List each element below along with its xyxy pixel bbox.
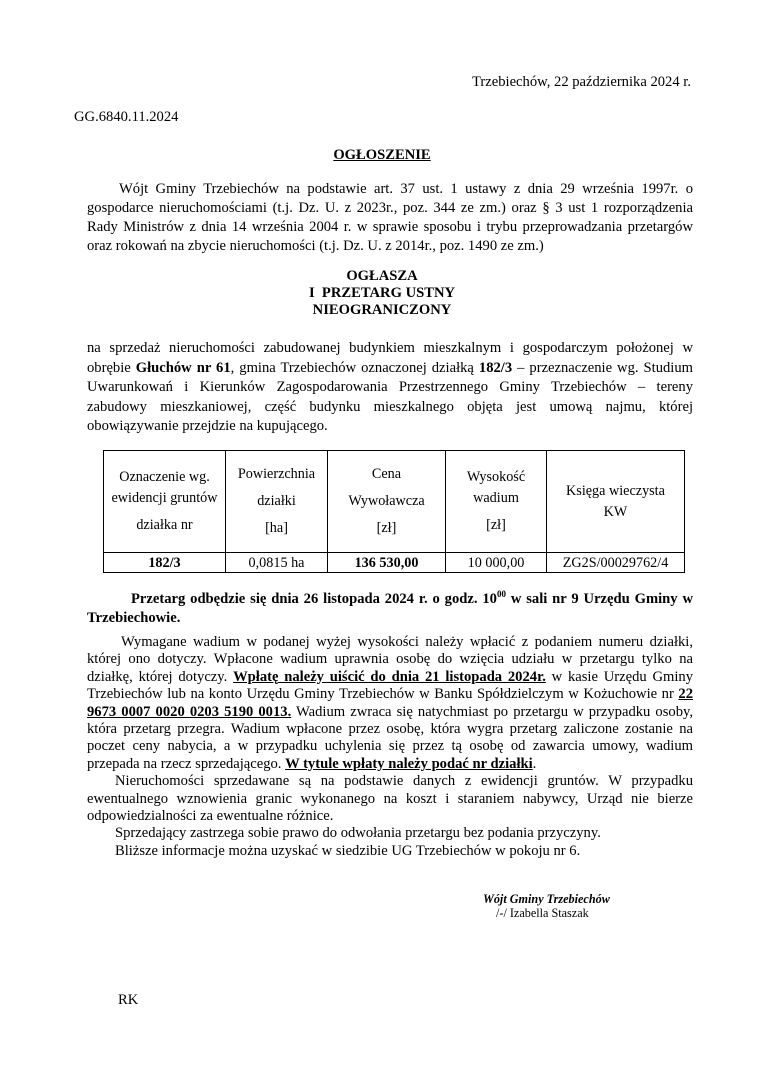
header-cell-line: Wysokość	[466, 469, 526, 485]
payment-title-note: W tytule wpłaty należy podać nr działki	[285, 755, 533, 772]
deposit-text-3: Wadium zwraca się natychmiast po przetargu w przypadku osoby, która przetarg przegra. Wadium wpłacone przez osobę, która wygra przetarg zaliczone zostanie na poczet ceny nabycia, a w przypadku uchylenia się przez tą osobę od zawarcia umowy, wadium przepada na rzecz sprzedającego.	[87, 703, 693, 772]
description-text-3: – przeznaczenie wg. Studium Uwarunkowań i Kierunków Zagospodarowania Przestrzennego Gminy Trzebiechów – tereny zabudowy mieszkaniowej, część budynku mieszkalnego objęta jest umową najmu, której obowiązywanie przejdzie na kupującego.	[87, 359, 693, 434]
header-cell-line: Księga wieczysta	[566, 482, 665, 499]
header-cell-line: Cena	[371, 466, 402, 482]
auction-location: w sali nr 9 Urzędu Gminy w Trzebiechowie.	[87, 591, 693, 626]
document-title: OGŁOSZENIE	[333, 147, 431, 163]
header-land-register	[547, 451, 685, 553]
header-cell-line: działka nr	[136, 517, 193, 533]
auction-time-minutes: 00	[496, 589, 506, 600]
announcement-line-3: NIEOGRANICZONY	[312, 302, 452, 318]
signature-name: /-/ Izabella Staszak	[496, 906, 589, 920]
plot-number: 182/3	[478, 359, 513, 376]
intro-paragraph	[87, 180, 693, 256]
table-header-row	[104, 451, 685, 553]
intro-text: Wójt Gminy Trzebiechów na podstawie art. 37 ust. 1 ustawy z dnia 29 września 1997r. o gospodarce nieruchomościami (t.j. Dz. U. z 2023r., poz. 344 ze zm.) oraz § 3 ust 1 rozporządzenia Rady Ministrów z dnia 14 września 2004 r. w sprawie sposobu i trybu przeprowadzania przetargów oraz rokowań na zbycie nieruchomości (t.j. Dz. U. z 2014r., poz. 1490 ze zm.)	[87, 181, 693, 254]
announcement-line-1: OGŁASZA	[346, 268, 418, 284]
property-table	[103, 450, 685, 573]
description-text-1: na sprzedaż nieruchomości zabudowanej budynkiem mieszkalnym i gospodarczym położonej w obrębie	[87, 340, 693, 376]
property-description	[87, 339, 693, 437]
deposit-text-2: w kasie Urzędu Gminy Trzebiechów lub na konto Urzędu Gminy Trzebiechów w Banku Spółdzielczym w Kożuchowie nr	[87, 668, 694, 703]
cancellation-paragraph	[87, 825, 693, 842]
cell-starting-price: 136 530,00	[328, 553, 446, 573]
cell-deposit: 10 000,00	[446, 553, 547, 573]
header-cell-line: [zł]	[376, 520, 397, 536]
header-starting-price	[328, 451, 446, 553]
terms-section	[87, 634, 693, 860]
information-text: Bliższe informacje można uzyskać w siedzibie UG Trzebiechów w pokoju nr 6.	[115, 842, 581, 859]
header-cell-line: [ha]	[265, 520, 288, 536]
header-cell-line: Powierzchnia	[237, 466, 316, 482]
deposit-deadline: Wpłatę należy uiścić do dnia 21 listopada 2024r.	[233, 668, 546, 685]
reference-number: GG.6840.11.2024	[74, 109, 179, 125]
boundaries-paragraph	[87, 773, 693, 825]
table-row	[104, 553, 685, 573]
header-cell-line: [zł]	[486, 517, 506, 533]
bank-account-number: 22 9673 0007 0020 0203 5190 0013.	[87, 686, 693, 720]
document-date: Trzebiechów, 22 października 2024 r.	[472, 74, 691, 90]
auction-date-notice	[87, 590, 693, 628]
announcement-line-2: I PRZETARG USTNY	[308, 285, 456, 301]
author-initials: RK	[118, 992, 139, 1008]
cell-land-register: ZG2S/00029762/4	[547, 553, 685, 573]
deposit-paragraph	[87, 634, 693, 773]
cancellation-text: Sprzedający zastrzega sobie prawo do odwołania przetargu bez podania przyczyny.	[115, 825, 601, 842]
header-plot-designation	[104, 451, 226, 553]
cell-plot-number: 182/3	[104, 553, 226, 573]
header-cell-line: działki	[257, 493, 296, 509]
header-cell-line: Oznaczenie wg.	[119, 469, 210, 485]
header-area	[226, 451, 328, 553]
header-cell-line: Wywoławcza	[348, 493, 425, 509]
description-text-2: , gmina Trzebiechów oznaczonej działką	[230, 359, 479, 376]
boundaries-text: Nieruchomości sprzedawane są na podstawie danych z ewidencji gruntów. W przypadku ewentualnego wznowienia granic wykonanego na koszt i staraniem nabywcy, Urząd nie bierze odpowiedzialności za ewentualne różnice.	[87, 773, 693, 825]
header-cell-line: KW	[603, 503, 628, 520]
deposit-text-1: Wymagane wadium w podanej wyżej wysokości należy wpłacić z podaniem numeru działki, której ono dotyczy. Wpłacone wadium uprawnia osobę do wzięcia udziału w przetargu tylko na działkę, której dotyczy.	[87, 634, 693, 685]
header-cell-line: wadium	[473, 490, 519, 506]
signature-title: Wójt Gminy Trzebiechów	[483, 892, 610, 906]
cell-area: 0,0815 ha	[226, 553, 328, 573]
header-cell-line: ewidencji gruntów	[111, 490, 218, 506]
announcement-heading	[0, 268, 764, 319]
property-location: Głuchów nr 61	[135, 359, 231, 376]
deposit-text-end: .	[532, 755, 537, 772]
auction-text: Przetarg odbędzie się dnia 26 listopada 2024 r. o godz. 10	[131, 591, 497, 607]
information-paragraph	[87, 843, 693, 860]
header-deposit	[446, 451, 547, 553]
